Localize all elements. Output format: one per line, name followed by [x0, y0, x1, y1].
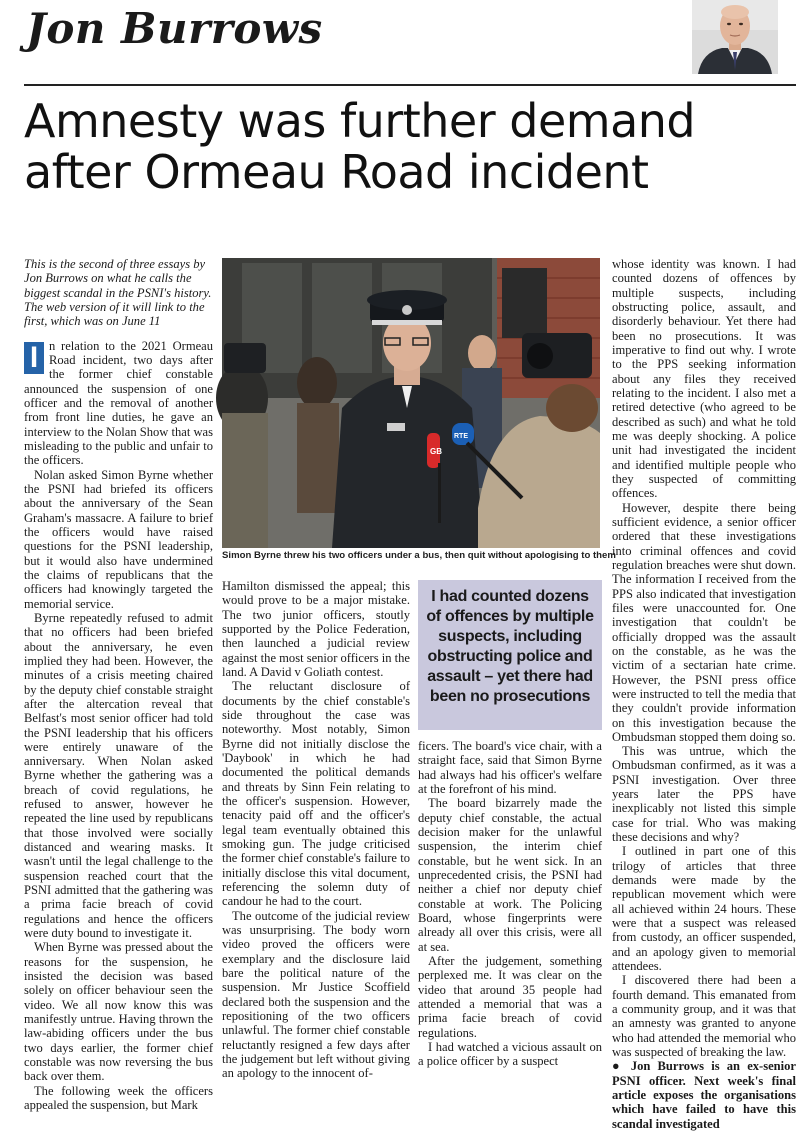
press-scrum-image [222, 258, 600, 548]
author-photo [692, 0, 778, 74]
paragraph: I had watched a vicious assault on a police officer by a suspect [418, 1039, 602, 1069]
headline: Amnesty was further demand after Ormeau Road incident [24, 94, 696, 199]
paragraph: This was untrue, which the Ombudsman confirmed, as it was a PSNI investigation. Over three years later the PPS have inexplicably not listed this simple case for trial. Who was making these decisions and why? [612, 744, 796, 845]
paragraph: After the judgement, something perplexed me. It was clear on the video that around 35 people had attended a memorial that was a prima facie breach of covid regulations. [418, 953, 602, 1040]
paragraph: The outcome of the judicial review was unsurprising. The body worn video proved the officers were exemplary and the disclosure laid bare the political nature of the suspension. Mr Justice Scoffield declared both the suspension and the repositioning of the two officers unlawful. The former chief constable reluctantly resigned a few days after the judgement but left without giving an apology to the innocent of- [222, 908, 410, 1081]
paragraph: Hamilton dismissed the appeal; this would prove to be a major mistake. The two junior officers, stoutly supported by the Police Federation, then launched a judicial review against the most senior officers in the land. A David v Goliath contest. [222, 579, 410, 679]
mic-label: RTE [454, 433, 468, 440]
column-2 [222, 579, 410, 1081]
main-photo [222, 258, 600, 548]
paragraph: whose identity was known. I had counted dozens of offences by multiple suspects, including obstructing police, assault, and disorderly behaviour. Yet there had been no prosecutions. It was imperative to find out why. I wrote to the PPS seeking information about any files they received relating to the incident. I also met a retired detective (who agreed to be described as such) and what he told me was deeply shocking. A police unit had investigated the incident and identified multiple people who they suspected of committing offences. [612, 257, 796, 501]
paragraph: However, despite there being sufficient evidence, a senior officer ordered that these investigations into criminal offences and covid regulation breaches were shut down. The information I received from the PPS also indicated that investigation files were unaccounted for. One investigation that couldn't be officially dropped was the assault on the constable, as he was the victim of a sectarian hate crime. However, the PSNI press office were instructed to tell the media that they couldn't provide information on this investigation because the Ombudsman stopped them doing so. [612, 500, 796, 744]
mic-label: GB [430, 447, 442, 456]
paragraph: Nolan asked Simon Byrne whether the PSNI had briefed its officers about the anniversary of the Sean Graham's massacre. A failure to brief the officers would have raised questions for the PSNI leadership, but it would also have undermined the claims of republicans that the officers had knowingly targeted the memorial service. [24, 467, 213, 611]
author-note: ● Jon Burrows is an ex-senior PSNI officer. Next week's final article exposes the organisations which have failed to have this scandal investigated [612, 1059, 796, 1131]
header-rule [24, 84, 796, 86]
paragraph: The following week the officers appealed the suspension, but Mark [24, 1083, 213, 1113]
drop-cap: I [24, 342, 44, 374]
paragraph: I discovered there had been a fourth demand. This emanated from a community group, and it was that an amnesty was granted to anyone who had attended the memorial who was suspected of breaking the law. [612, 973, 796, 1060]
paragraph: I outlined in part one of this trilogy of articles that three demands were made by the republican movement which were all achieved within 24 hours. These were that a suspect was released from custody, an officer suspended, and an apology given to memorial attendees. [612, 844, 796, 974]
paragraph: The reluctant disclosure of documents by the chief constable's side throughout the case was noteworthy. Most notably, Simon Byrne did not initially disclose the 'Daybook' in which he had documented the political demands and threats by Sinn Fein relating to the officer's suspension. However, tenacity paid off and the officer's legal team eventually obtained this smoking gun. The judge criticised the former chief constable's failure to initially disclose this vital document, referencing the solemn duty of candour he had to the court. [222, 679, 410, 909]
author-portrait-image [692, 0, 778, 74]
pull-quote [418, 580, 602, 730]
author-byline: Jon Burrows [26, 4, 323, 53]
paragraph: The board bizarrely made the deputy chief constable, the actual decision maker for the unlawful suspension, the interim chief constable, but he went sick. In an unprecedented crisis, the PSNI had neither a chief nor deputy chief constable at work. The Policing Board, whose fingerprints were already all over this crisis, were all at sea. [418, 796, 602, 954]
pull-quote-text: I had counted dozens of offences by multiple suspects, including obstructing police and assault – yet there had been no prosecutions [426, 588, 594, 705]
intro-standfirst: This is the second of three essays by Jon Burrows on what he calls the biggest scandal in the PSNI's history. The web version of it will link to the first, which was on June 11 [24, 257, 212, 329]
paragraph: Byrne repeatedly refused to admit that no officers had been briefed about the anniversary, he even implied they had been. However, the minutes of a crisis meeting chaired by the deputy chief constable straight after the altercation reveal that Belfast's most senior officer had told the PSNI leadership that his officers were entirely unaware of the anniversary. When Nolan asked Byrne whether the gathering was a breach of covid regulations, he refused to answer, however he repeated the line used by republicans that those involved were socially distanced and wearing masks. It wasn't until the legal challenge to the suspension reached court that the PSNI admitted that the gathering was a prima facie breach of covid regulations and hence the officers were duty bound to investigate it. [24, 610, 213, 941]
paragraph: When Byrne was pressed about the reasons for the suspension, he insisted the decision was based solely on officer behaviour seen the video. We all now know this was manifestly untrue. Having thrown the law-abiding officers under the bus two days earlier, the former chief constable was now reversing the bus back over them. [24, 940, 213, 1084]
paragraph: ficers. The board's vice chair, with a straight face, said that Simon Byrne had always had his officer's welfare at the forefront of his mind. [418, 739, 602, 796]
paragraph: I n relation to the 2021 Ormeau Road incident, two days after the former chief constable announced the suspension of one officer and the removal of another from front line duties, he gave an interview to the Nolan Show that was misleading to the public and unfair to the officers. [24, 338, 213, 468]
photo-caption: Simon Byrne threw his two officers under a bus, then quit without apologising to them [222, 550, 616, 561]
column-1 [24, 257, 213, 1113]
column-4 [612, 257, 796, 1131]
page-header [0, 0, 803, 88]
column-3 [418, 739, 602, 1069]
